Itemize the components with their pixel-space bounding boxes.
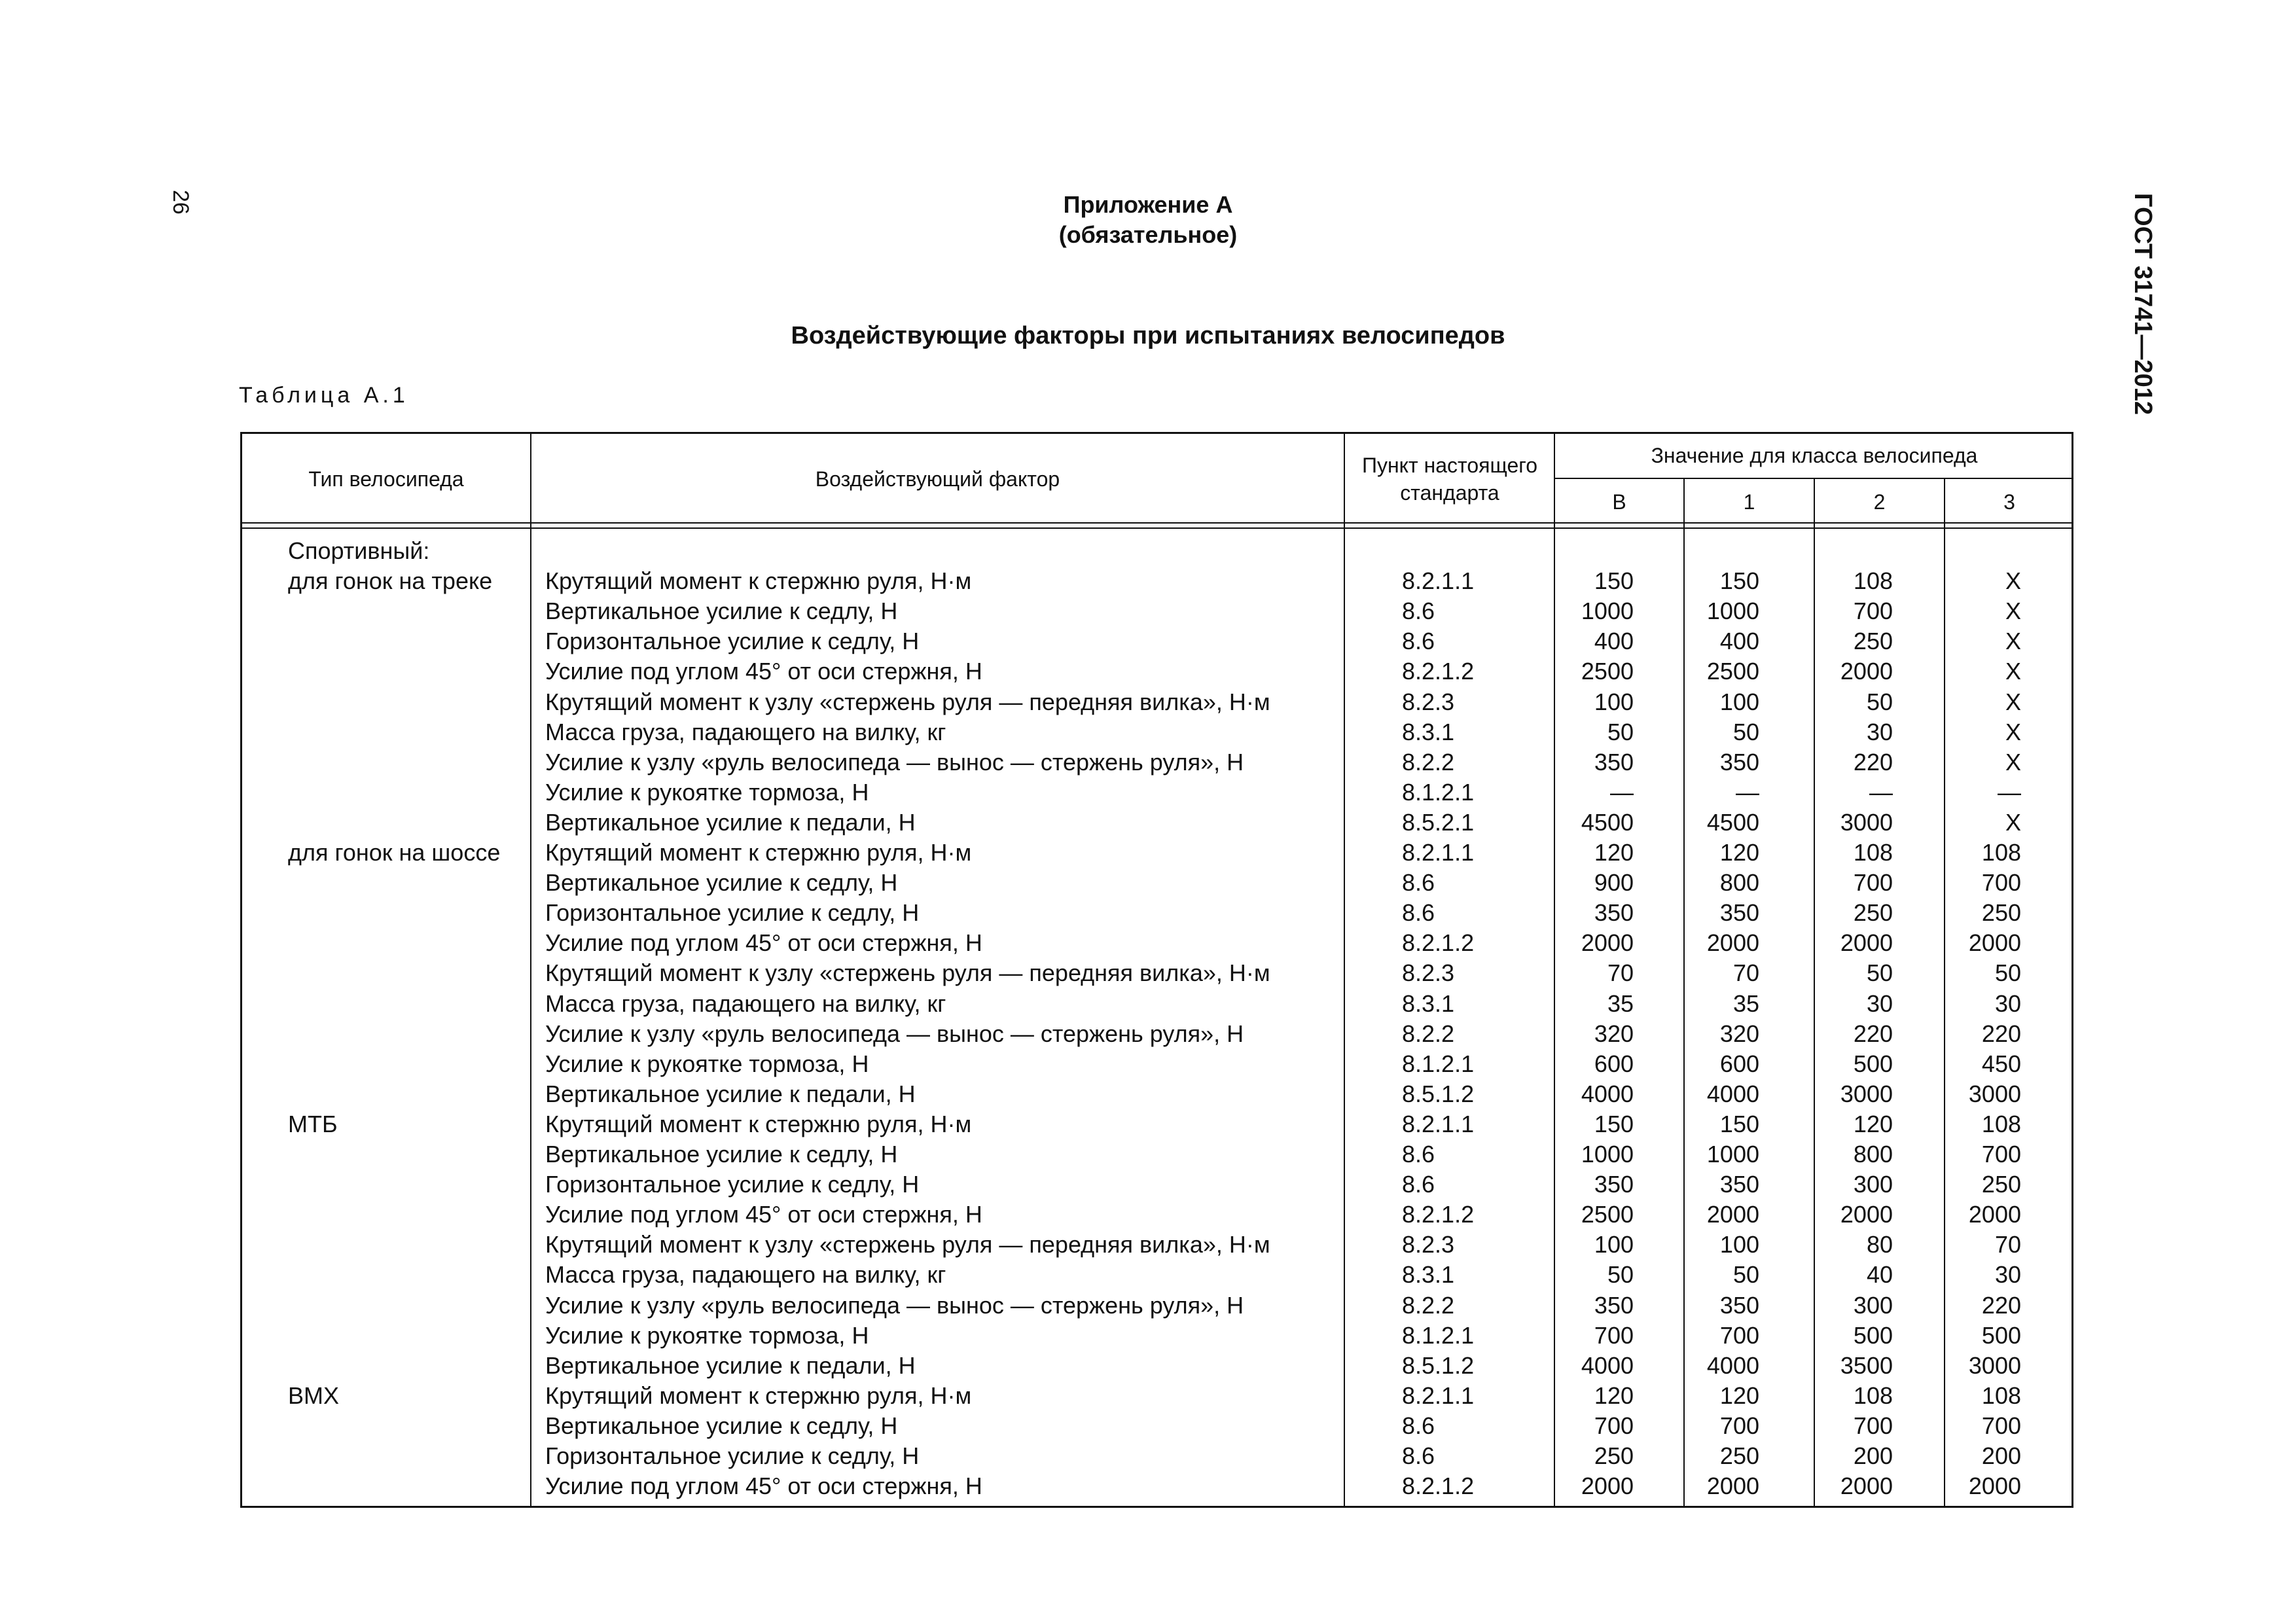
value-cell: 80 [1866, 1231, 1893, 1258]
factor-cell: Вертикальное усилие к педали, Н [545, 808, 916, 836]
value-cell: 700 [1981, 1141, 2021, 1168]
value-cell: 100 [1719, 688, 1759, 715]
value-cell: Х [2005, 567, 2021, 595]
value-cell: 2000 [1706, 929, 1759, 957]
page-number: 26 [168, 190, 193, 215]
value-cell: Х [2005, 748, 2021, 776]
factor-cell: Крутящий момент к узлу «стержень руля — передняя вилка», Н·м [545, 688, 1270, 715]
value-cell: 108 [1981, 1110, 2021, 1137]
clause-cell: 8.6 [1402, 869, 1435, 897]
header-divider [240, 527, 2073, 529]
value-cell: 700 [1594, 1321, 1634, 1349]
value-cell: 150 [1719, 1110, 1759, 1137]
value-cell: 108 [1853, 839, 1893, 866]
value-cell: 100 [1594, 1231, 1634, 1258]
value-cell: 700 [1981, 1412, 2021, 1439]
clause-cell: 8.1.2.1 [1402, 1050, 1475, 1077]
value-cell: 200 [1981, 1442, 2021, 1469]
value-cell: 150 [1594, 567, 1634, 595]
clause-cell: 8.6 [1402, 1412, 1435, 1439]
header-class-3: 3 [2003, 490, 2015, 514]
factor-cell: Усилие к узлу «руль велосипеда — вынос — стержень руля», Н [545, 1291, 1244, 1319]
value-cell: 400 [1719, 628, 1759, 655]
value-cell: 800 [1853, 1141, 1893, 1168]
value-cell: 2000 [1968, 929, 2021, 957]
factor-cell: Вертикальное усилие к седлу, Н [545, 1412, 898, 1439]
value-cell: 2000 [1706, 1201, 1759, 1228]
header-values-group: Значение для класса велосипеда [1651, 444, 1978, 467]
value-cell: 700 [1853, 597, 1893, 625]
value-cell: 250 [1594, 1442, 1634, 1469]
value-cell: 1000 [1706, 1141, 1759, 1168]
factor-cell: Крутящий момент к узлу «стержень руля — передняя вилка», Н·м [545, 1231, 1270, 1258]
clause-cell: 8.1.2.1 [1402, 1321, 1475, 1349]
value-cell: Х [2005, 688, 2021, 715]
value-cell: 2000 [1581, 929, 1634, 957]
clause-cell: 8.2.1.1 [1402, 1382, 1475, 1409]
clause-cell: 8.3.1 [1402, 718, 1455, 745]
value-cell: 50 [1732, 718, 1759, 745]
factor-cell: Усилие под углом 45° от оси стержня, Н [545, 1201, 982, 1228]
value-cell: 35 [1607, 990, 1634, 1017]
factor-cell: Усилие под углом 45° от оси стержня, Н [545, 929, 982, 957]
factor-cell: Вертикальное усилие к педали, Н [545, 1351, 916, 1379]
value-cell: 500 [1853, 1050, 1893, 1077]
value-cell: 4500 [1706, 808, 1759, 836]
value-cell: 120 [1594, 839, 1634, 866]
header-divider [240, 522, 2073, 524]
appendix-heading [0, 190, 2296, 250]
value-cell: 50 [1607, 1261, 1634, 1289]
value-cell: 350 [1719, 748, 1759, 776]
factor-cell: Горизонтальное усилие к седлу, Н [545, 1442, 920, 1469]
value-cell: 120 [1853, 1110, 1893, 1137]
value-cell: 30 [1994, 990, 2021, 1017]
value-cell: 3500 [1840, 1351, 1893, 1379]
value-cell: Х [2005, 808, 2021, 836]
clause-cell: 8.3.1 [1402, 1261, 1455, 1289]
value-cell: 800 [1719, 869, 1759, 897]
value-cell: 100 [1594, 688, 1634, 715]
clause-cell: 8.6 [1402, 628, 1435, 655]
value-cell: 50 [1994, 959, 2021, 987]
value-cell: 350 [1719, 899, 1759, 927]
clause-cell: 8.2.2 [1402, 748, 1455, 776]
clause-cell: 8.5.1.2 [1402, 1080, 1475, 1107]
factor-cell: Усилие к узлу «руль велосипеда — вынос — стержень руля», Н [545, 748, 1244, 776]
factor-cell: Усилие к рукоятке тормоза, Н [545, 1321, 869, 1349]
value-cell: 3000 [1968, 1080, 2021, 1107]
value-cell: — [1998, 778, 2021, 806]
factor-cell: Усилие под углом 45° от оси стержня, Н [545, 1472, 982, 1500]
header-clause: Пункт настоящего стандарта [1362, 454, 1537, 505]
value-cell: 30 [1866, 990, 1893, 1017]
value-cell: 108 [1853, 1382, 1893, 1409]
clause-cell: 8.2.3 [1402, 688, 1455, 715]
factor-cell: Усилие к рукоятке тормоза, Н [545, 778, 869, 806]
clause-cell: 8.6 [1402, 899, 1435, 927]
value-cell: 50 [1866, 959, 1893, 987]
header-type: Тип велосипеда [308, 467, 464, 491]
factor-cell: Горизонтальное усилие к седлу, Н [545, 899, 920, 927]
value-cell: 2000 [1840, 929, 1893, 957]
value-cell: 50 [1607, 718, 1634, 745]
value-cell: 100 [1719, 1231, 1759, 1258]
value-cell: 250 [1719, 1442, 1759, 1469]
value-cell: 150 [1719, 567, 1759, 595]
value-cell: 700 [1853, 1412, 1893, 1439]
header-divider [1554, 478, 2073, 479]
appendix-status: (обязательное) [1058, 221, 1238, 248]
value-cell: 300 [1853, 1291, 1893, 1319]
group-label: Спортивный: [288, 537, 430, 564]
value-cell: — [1869, 778, 1893, 806]
factor-cell: Горизонтальное усилие к седлу, Н [545, 628, 920, 655]
group-label: МТБ [288, 1110, 338, 1137]
factor-cell: Горизонтальное усилие к седлу, Н [545, 1171, 920, 1198]
value-cell: 70 [1607, 959, 1634, 987]
clause-cell: 8.2.1.2 [1402, 1201, 1475, 1228]
value-cell: 600 [1594, 1050, 1634, 1077]
factor-cell: Вертикальное усилие к седлу, Н [545, 597, 898, 625]
value-cell: 108 [1981, 1382, 2021, 1409]
value-cell: Х [2005, 597, 2021, 625]
value-cell: 300 [1853, 1171, 1893, 1198]
value-cell: 2000 [1840, 1201, 1893, 1228]
value-cell: 350 [1594, 1291, 1634, 1319]
value-cell: 700 [1594, 1412, 1634, 1439]
factor-cell: Масса груза, падающего на вилку, кг [545, 1261, 946, 1289]
value-cell: 700 [1719, 1321, 1759, 1349]
value-cell: 250 [1981, 1171, 2021, 1198]
value-cell: 500 [1853, 1321, 1893, 1349]
clause-cell: 8.6 [1402, 1171, 1435, 1198]
column-divider [530, 432, 531, 1508]
clause-cell: 8.6 [1402, 1141, 1435, 1168]
value-cell: 900 [1594, 869, 1634, 897]
value-cell: 220 [1981, 1291, 2021, 1319]
factor-cell: Масса груза, падающего на вилку, кг [545, 990, 946, 1017]
value-cell: 4000 [1706, 1351, 1759, 1379]
value-cell: 120 [1594, 1382, 1634, 1409]
header-factor: Воздействующий фактор [815, 467, 1060, 491]
value-cell: 70 [1994, 1231, 2021, 1258]
value-cell: 500 [1981, 1321, 2021, 1349]
table-caption: Таблица А.1 [239, 383, 409, 408]
value-cell: 2000 [1968, 1201, 2021, 1228]
value-cell: 4500 [1581, 808, 1634, 836]
clause-cell: 8.5.2.1 [1402, 808, 1475, 836]
document-title: Воздействующие факторы при испытаниях велосипедов [791, 322, 1505, 349]
group-label: ВМХ [288, 1382, 340, 1409]
value-cell: 30 [1994, 1261, 2021, 1289]
clause-cell: 8.3.1 [1402, 990, 1455, 1017]
value-cell: 2000 [1968, 1472, 2021, 1500]
value-cell: 700 [1981, 869, 2021, 897]
value-cell: 3000 [1840, 1080, 1893, 1107]
value-cell: Х [2005, 658, 2021, 685]
value-cell: 320 [1719, 1020, 1759, 1047]
clause-cell: 8.6 [1402, 1442, 1435, 1469]
value-cell: 1000 [1581, 1141, 1634, 1168]
clause-cell: 8.2.3 [1402, 1231, 1455, 1258]
clause-cell: 8.2.3 [1402, 959, 1455, 987]
clause-cell: 8.2.2 [1402, 1020, 1455, 1047]
clause-cell: 8.2.1.2 [1402, 658, 1475, 685]
value-cell: 250 [1853, 628, 1893, 655]
value-cell: — [1736, 778, 1759, 806]
value-cell: 50 [1866, 688, 1893, 715]
value-cell: 4000 [1706, 1080, 1759, 1107]
value-cell: 120 [1719, 839, 1759, 866]
value-cell: 120 [1719, 1382, 1759, 1409]
value-cell: 50 [1732, 1261, 1759, 1289]
value-cell: 2500 [1581, 658, 1634, 685]
factor-cell: Крутящий момент к стержню руля, Н·м [545, 1110, 972, 1137]
value-cell: 2500 [1706, 658, 1759, 685]
value-cell: — [1610, 778, 1634, 806]
value-cell: 4000 [1581, 1080, 1634, 1107]
value-cell: Х [2005, 628, 2021, 655]
value-cell: 350 [1719, 1171, 1759, 1198]
value-cell: 220 [1853, 1020, 1893, 1047]
value-cell: 700 [1719, 1412, 1759, 1439]
value-cell: 200 [1853, 1442, 1893, 1469]
clause-cell: 8.2.1.2 [1402, 929, 1475, 957]
value-cell: 4000 [1581, 1351, 1634, 1379]
factor-cell: Крутящий момент к узлу «стержень руля — передняя вилка», Н·м [545, 959, 1270, 987]
value-cell: 2000 [1581, 1472, 1634, 1500]
value-cell: 40 [1866, 1261, 1893, 1289]
factor-cell: Усилие к узлу «руль велосипеда — вынос — стержень руля», Н [545, 1020, 1244, 1047]
standard-code: ГОСТ 31741—2012 [2129, 193, 2157, 416]
factor-cell: Усилие к рукоятке тормоза, Н [545, 1050, 869, 1077]
factor-cell: Усилие под углом 45° от оси стержня, Н [545, 658, 982, 685]
value-cell: 35 [1732, 990, 1759, 1017]
value-cell: 250 [1981, 899, 2021, 927]
value-cell: 108 [1853, 567, 1893, 595]
value-cell: 2000 [1706, 1472, 1759, 1500]
factor-cell: Вертикальное усилие к седлу, Н [545, 1141, 898, 1168]
clause-cell: 8.2.1.1 [1402, 839, 1475, 866]
group-label: для гонок на шоссе [288, 839, 501, 866]
clause-cell: 8.2.2 [1402, 1291, 1455, 1319]
value-cell: 320 [1594, 1020, 1634, 1047]
appendix-title: Приложение А [1063, 191, 1233, 218]
factor-cell: Масса груза, падающего на вилку, кг [545, 718, 946, 745]
value-cell: 3000 [1968, 1351, 2021, 1379]
value-cell: 2500 [1581, 1201, 1634, 1228]
value-cell: 108 [1981, 839, 2021, 866]
clause-cell: 8.1.2.1 [1402, 778, 1475, 806]
value-cell: 350 [1594, 899, 1634, 927]
value-cell: 250 [1853, 899, 1893, 927]
header-class-1: 1 [1743, 490, 1755, 514]
value-cell: 70 [1732, 959, 1759, 987]
value-cell: 450 [1981, 1050, 2021, 1077]
value-cell: 400 [1594, 628, 1634, 655]
value-cell: 700 [1853, 869, 1893, 897]
value-cell: 3000 [1840, 808, 1893, 836]
factor-cell: Крутящий момент к стержню руля, Н·м [545, 1382, 972, 1409]
factor-cell: Крутящий момент к стержню руля, Н·м [545, 567, 972, 595]
value-cell: 220 [1981, 1020, 2021, 1047]
clause-cell: 8.6 [1402, 597, 1435, 625]
group-label: для гонок на треке [288, 567, 493, 595]
header-class-2: 2 [1873, 490, 1886, 514]
value-cell: 600 [1719, 1050, 1759, 1077]
clause-cell: 8.2.1.1 [1402, 1110, 1475, 1137]
value-cell: 350 [1594, 748, 1634, 776]
header-class-b: В [1612, 490, 1626, 514]
value-cell: Х [2005, 718, 2021, 745]
value-cell: 350 [1594, 1171, 1634, 1198]
factor-cell: Крутящий момент к стержню руля, Н·м [545, 839, 972, 866]
column-divider [1344, 432, 1345, 1508]
clause-cell: 8.2.1.1 [1402, 567, 1475, 595]
value-cell: 2000 [1840, 1472, 1893, 1500]
clause-cell: 8.2.1.2 [1402, 1472, 1475, 1500]
value-cell: 2000 [1840, 658, 1893, 685]
factor-cell: Вертикальное усилие к педали, Н [545, 1080, 916, 1107]
value-cell: 1000 [1581, 597, 1634, 625]
value-cell: 30 [1866, 718, 1893, 745]
value-cell: 1000 [1706, 597, 1759, 625]
factor-cell: Вертикальное усилие к седлу, Н [545, 869, 898, 897]
value-cell: 350 [1719, 1291, 1759, 1319]
value-cell: 150 [1594, 1110, 1634, 1137]
value-cell: 220 [1853, 748, 1893, 776]
clause-cell: 8.5.1.2 [1402, 1351, 1475, 1379]
